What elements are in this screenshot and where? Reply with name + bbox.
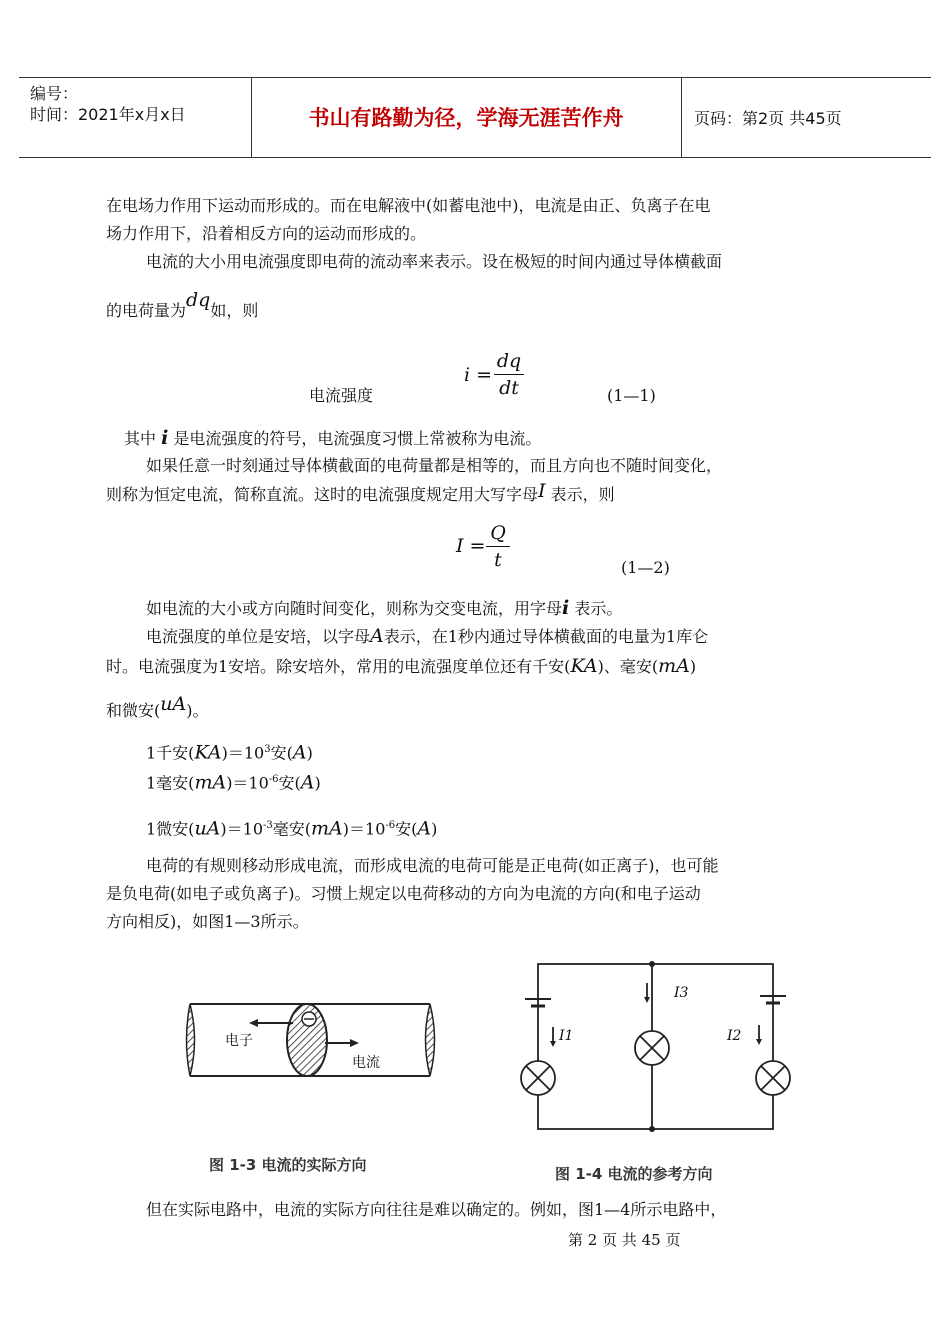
paragraph-line: [146, 598, 622, 619]
math-symbol: KA: [194, 741, 222, 764]
number-label: 编号：: [30, 84, 79, 103]
figure-caption: 图 1-4 电流的参考方向: [555, 1165, 713, 1183]
math-symbol: uA: [194, 817, 221, 840]
figure-caption: 图 1-3 电流的实际方向: [209, 1156, 367, 1174]
text: 1千安(: [146, 743, 195, 763]
electron-label: 电子: [225, 1033, 253, 1049]
current-i2-label: I2: [727, 1028, 742, 1044]
equation-lhs: i =: [464, 364, 493, 386]
math-symbol: mA: [311, 817, 343, 840]
text: 则称为恒定电流，简称直流。这时的电流强度规定用大写字母: [106, 485, 539, 504]
text: 表示，在1秒内通过导体横截面的电量为1库仑: [383, 627, 709, 646]
equation-lhs: I =: [456, 535, 486, 557]
junction-dot: [649, 1126, 655, 1132]
numerator: Q: [490, 522, 506, 544]
paragraph-line: 在电场力作用下运动而形成的。而在电解液中(如蓄电池中)，电流是由正、负离子在电: [106, 196, 711, 215]
math-symbol: A: [292, 741, 307, 764]
paragraph-line: [146, 626, 708, 647]
arrowhead-icon: [249, 1019, 258, 1027]
exponent: -6: [268, 774, 279, 785]
paragraph-line: [106, 693, 209, 721]
figure-conductor: [185, 995, 445, 1085]
page-header: [19, 77, 931, 158]
math-symbol: I: [538, 480, 546, 502]
numerator: dq: [496, 350, 522, 372]
text: )＝10: [226, 773, 269, 793]
text: )＝10: [220, 819, 264, 839]
fraction-bar: [494, 374, 524, 375]
equation-number: (1—2): [621, 558, 670, 577]
unit-line: [146, 740, 313, 763]
text: )＝10: [221, 743, 265, 763]
paragraph-line: 但在实际电路中，电流的实际方向往往是难以确定的。例如，图1—4所示电路中，: [146, 1200, 727, 1219]
header-divider: [681, 78, 682, 157]
paragraph-line: [106, 289, 259, 321]
text: 其中: [124, 429, 157, 448]
denominator: dt: [499, 377, 519, 399]
text: 电流强度的单位是安培，以字母: [146, 627, 371, 646]
paragraph-line: [106, 480, 615, 505]
exponent: -6: [385, 820, 396, 831]
time-label: 时间：2021年x月x日: [30, 105, 186, 124]
fraction: [494, 350, 524, 399]
junction-dot: [649, 961, 655, 967]
current-i3-label: I3: [674, 985, 689, 1001]
unit-line: [146, 770, 321, 793]
text: 安(: [270, 743, 293, 763]
text: )＝10: [342, 819, 386, 839]
paragraph-line: 场力作用下，沿着相反方向的运动而形成的。: [106, 224, 427, 243]
math-symbol: dq: [186, 289, 211, 311]
math-symbol: mA: [658, 655, 690, 677]
math-symbol: mA: [194, 771, 227, 794]
text: )、毫安(: [597, 657, 659, 676]
math-symbol: A: [417, 817, 432, 840]
fraction: [486, 522, 510, 571]
text: 是电流强度的符号，电流强度习惯上常被称为电流。: [173, 429, 542, 448]
paragraph-line: 方向相反)，如图1—3所示。: [106, 912, 309, 931]
arrowhead-icon: [644, 997, 650, 1003]
paragraph-line: [124, 428, 541, 449]
paragraph-line: 如果任意一时刻通过导体横截面的电荷量都是相等的，而且方向也不随时间变化，: [146, 456, 723, 475]
unit-line: [146, 816, 437, 839]
denominator: t: [494, 549, 502, 571]
text: 如，则: [210, 301, 259, 320]
exponent: 3: [264, 744, 271, 755]
text: ): [431, 819, 438, 839]
page-footer: 第 2 页 共 45 页: [568, 1231, 681, 1249]
text: 表示，则: [550, 485, 615, 504]
arrowhead-icon: [756, 1039, 762, 1045]
text: )。: [186, 701, 209, 720]
text: 的电荷量为: [106, 301, 187, 320]
text: 1毫安(: [146, 773, 195, 793]
text: ): [689, 657, 697, 676]
conductor-end-left: [187, 1004, 195, 1076]
conductor-end-right: [426, 1004, 435, 1076]
exponent: -3: [263, 820, 273, 831]
figure-circuit: [505, 955, 815, 1140]
current-i1-label: I1: [559, 1028, 574, 1044]
current-label: 电流: [352, 1055, 380, 1071]
math-symbol: i: [562, 597, 570, 619]
paragraph-line: 电荷的有规则移动形成电流，而形成电流的电荷可能是正电荷(如正离子)，也可能: [146, 856, 719, 875]
math-symbol: uA: [160, 693, 187, 715]
math-symbol: A: [300, 771, 315, 794]
text: 如电流的大小或方向随时间变化，则称为交变电流，用字母: [146, 599, 563, 618]
equation-label: 电流强度: [309, 386, 374, 405]
math-symbol: KA: [570, 655, 598, 677]
text: ): [314, 773, 321, 793]
math-symbol: A: [370, 625, 384, 647]
arrowhead-icon: [550, 1041, 556, 1047]
text: 时。电流强度为1安培。除安培外，常用的电流强度单位还有千安(: [106, 657, 571, 676]
equation-number: (1—1): [607, 386, 656, 405]
arrowhead-icon: [350, 1039, 359, 1047]
header-motto: 书山有路勤为径，学海无涯苦作舟: [308, 106, 624, 130]
paragraph-line: 电流的大小用电流强度即电荷的流动率来表示。设在极短的时间内通过导体横截面: [146, 252, 723, 271]
text: ): [306, 743, 313, 763]
header-page-info: 页码：第2页 共45页: [694, 109, 842, 128]
header-meta: [30, 83, 186, 125]
text: 安(: [278, 773, 301, 793]
text: 表示。: [574, 599, 623, 618]
paragraph-line: [106, 656, 696, 677]
text: 安(: [395, 819, 418, 839]
paragraph-line: 是负电荷(如电子或负离子)。习惯上规定以电荷移动的方向为电流的方向(和电子运动: [106, 884, 701, 903]
text: 和微安(: [106, 701, 161, 720]
math-symbol: i: [161, 427, 169, 449]
fraction-bar: [486, 546, 510, 547]
text: 毫安(: [272, 819, 312, 839]
text: 1微安(: [146, 819, 195, 839]
